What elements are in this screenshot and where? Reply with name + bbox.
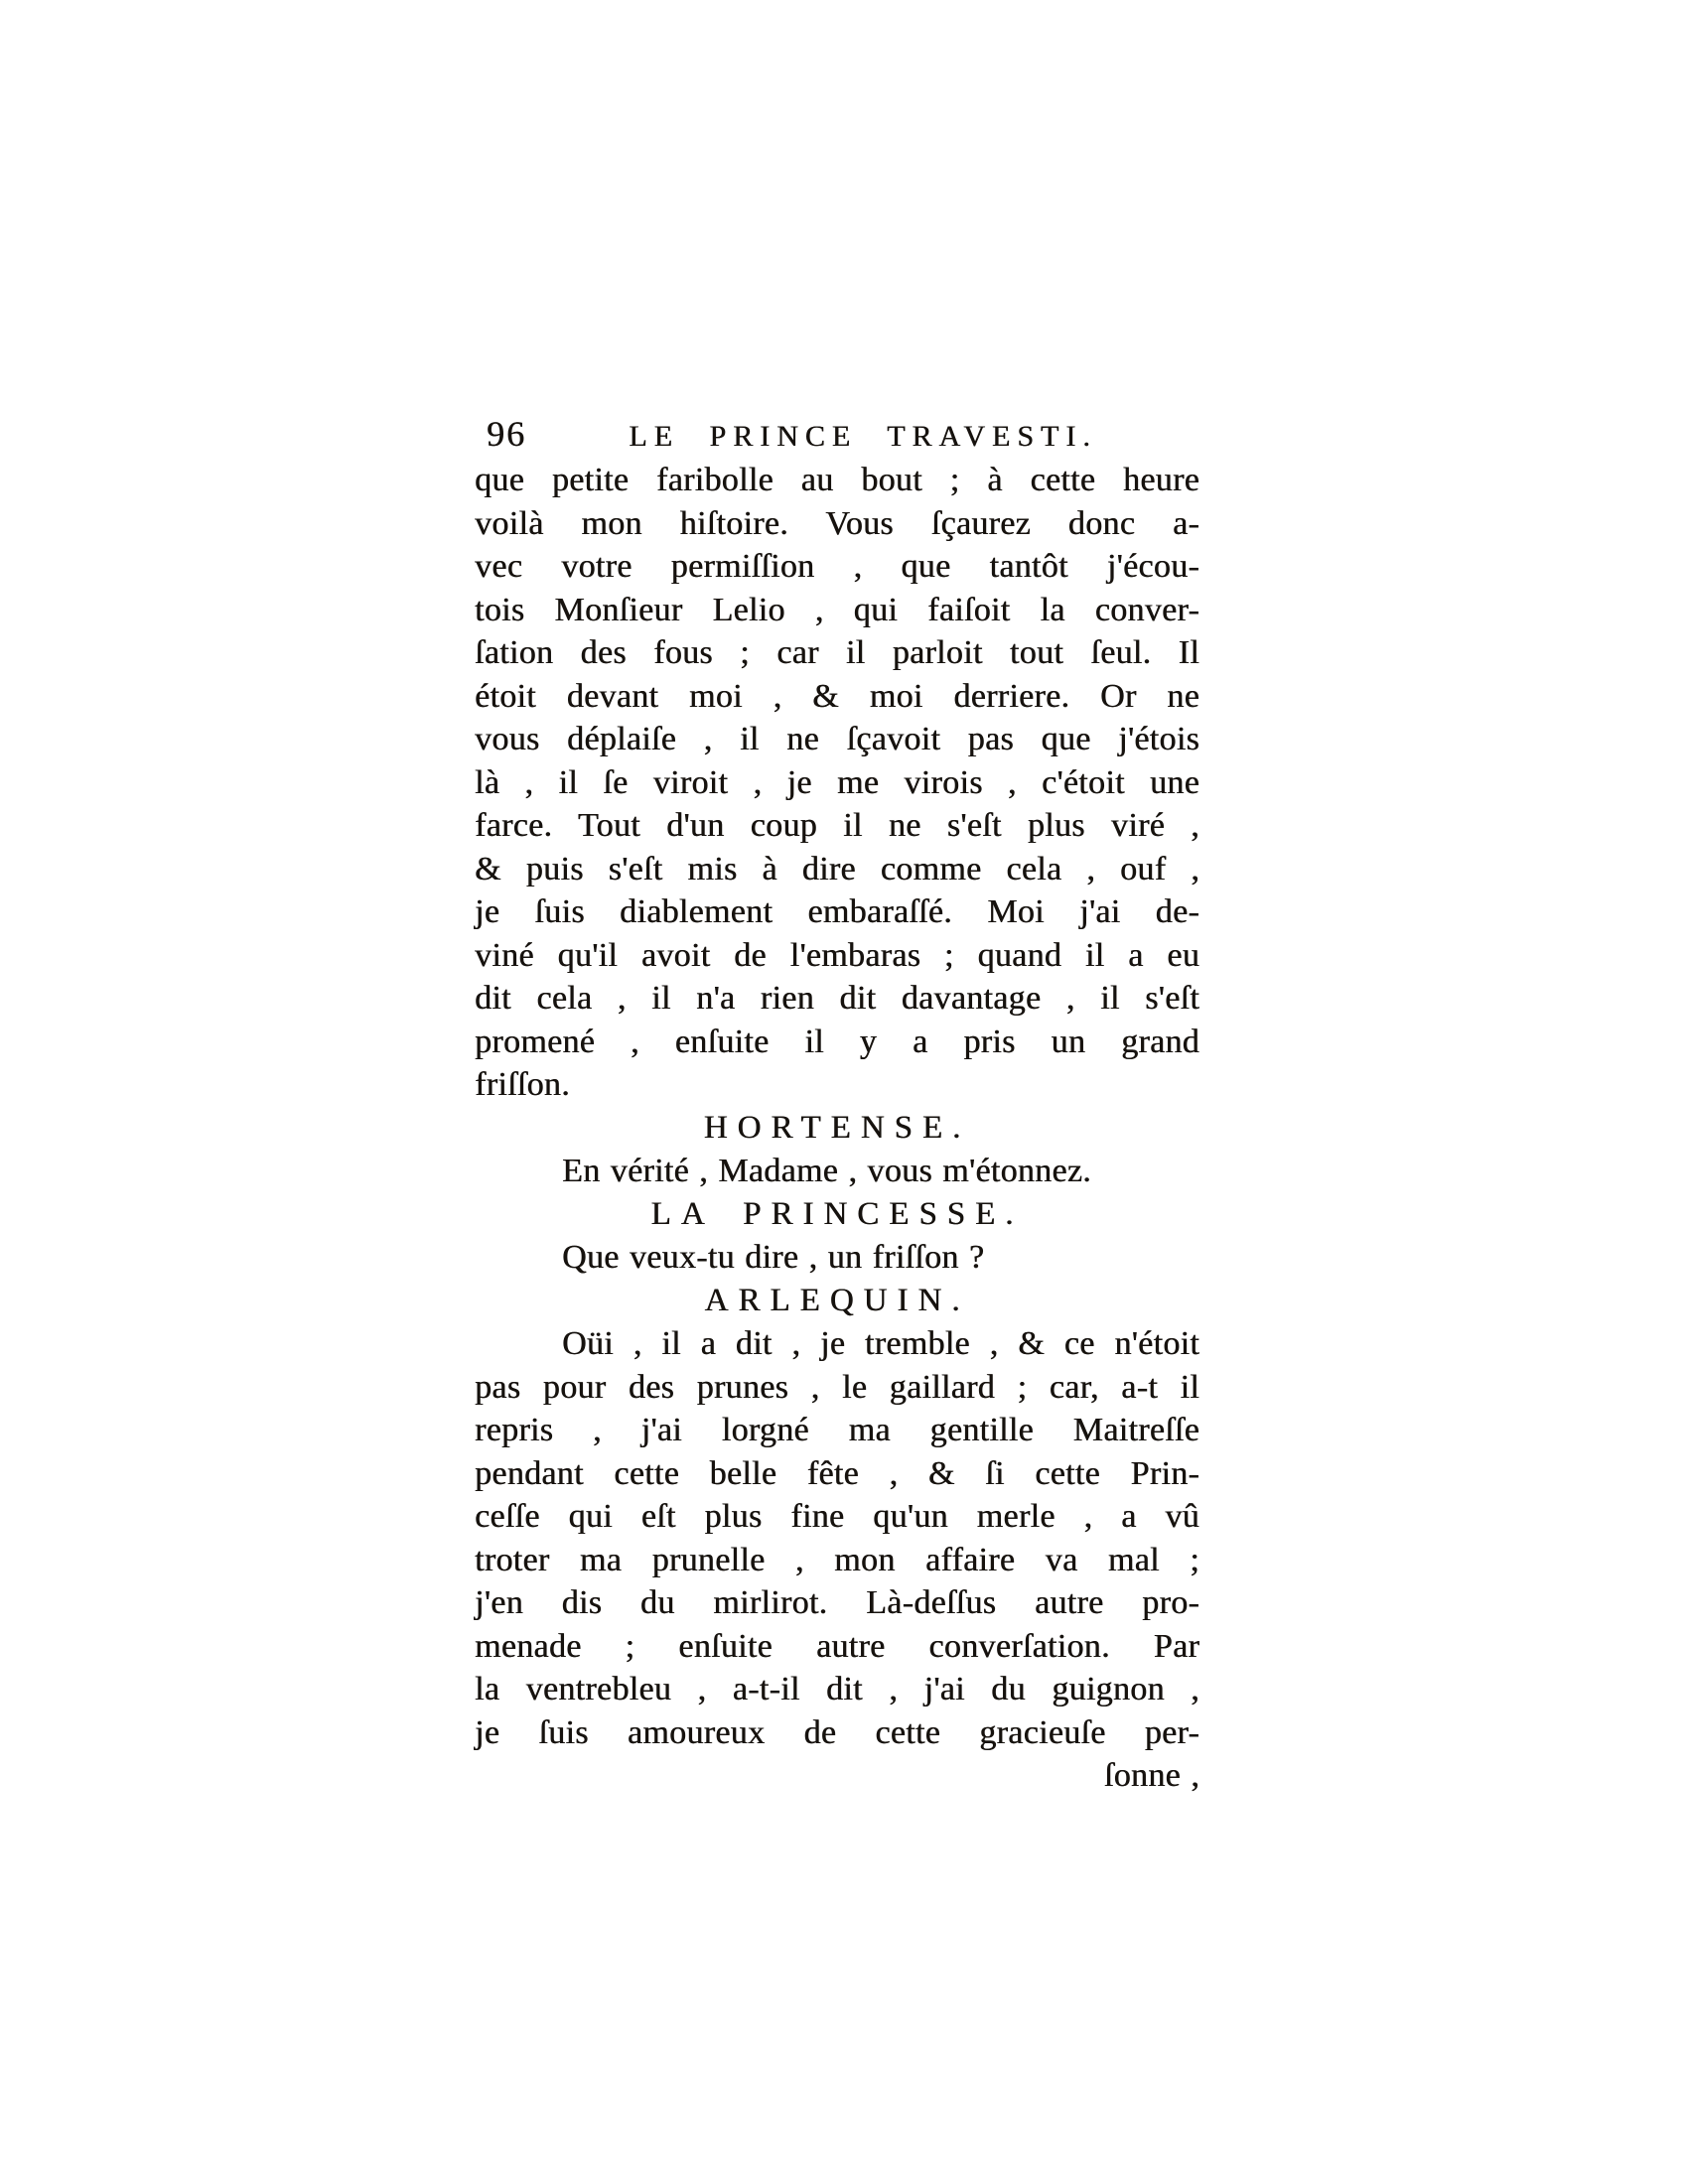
text-line: viné qu'il avoit de l'embaras ; quand il a eu (475, 936, 1199, 974)
text-line: pas pour des prunes , le gaillard ; car, a-t il (475, 1368, 1199, 1406)
text-line: menade ; enſuite autre converſation. Par (475, 1627, 1199, 1665)
speaker-heading-arlequin: ARLEQUIN. (704, 1282, 970, 1318)
book-page (475, 413, 1199, 1798)
text-line: dit cela , il n'a rien dit davantage , il s'eſt (475, 980, 1199, 1017)
text-line: En vérité , Madame , vous m'étonnez. (562, 1153, 1091, 1189)
page-header (475, 413, 1199, 459)
text-line: pendant cette belle fête , & ſi cette Prin- (475, 1454, 1199, 1492)
running-title: LE PRINCE TRAVESTI. (629, 420, 1097, 453)
text-line: & puis s'eſt mis à dire comme cela , ouf , (475, 850, 1199, 887)
text-line: que petite faribolle au bout ; à cette heure (475, 462, 1199, 498)
text-line: j'en dis du mirlirot. Là-deſſus autre pro- (475, 1584, 1199, 1621)
text-line: je ſuis amoureux de cette gracieuſe per- (475, 1713, 1199, 1751)
speaker-heading-princesse: LA PRINCESSE. (650, 1195, 1024, 1232)
text-line: vec votre permiſſion , que tantôt j'écou- (475, 548, 1199, 585)
catchword: ſonne , (1103, 1757, 1199, 1794)
page-number: 96 (487, 414, 526, 454)
text-line: étoit devant moi , & moi derriere. Or ne (475, 677, 1199, 715)
text-line: vous déplaiſe , il ne ſçavoit pas que j'étois (475, 721, 1199, 757)
text-line: friſſon. (475, 1066, 570, 1103)
speaker-heading-hortense: HORTENSE. (703, 1109, 971, 1146)
text-line: tois Monſieur Lelio , qui faiſoit la conver- (475, 591, 1199, 628)
text-line: là , il ſe viroit , je me virois , c'étoit une (475, 763, 1199, 801)
text-line: ſation des fous ; car il parloit tout ſeul. Il (475, 634, 1199, 671)
text-line: promené , enſuite il y a pris un grand (475, 1023, 1199, 1060)
text-line: ceſſe qui eſt plus fine qu'un merle , a vû (475, 1498, 1199, 1535)
text-line: la ventrebleu , a-t-il dit , j'ai du guignon , (475, 1671, 1199, 1707)
text-line: voilà mon hiſtoire. Vous ſçaurez donc a- (475, 504, 1199, 542)
text-line: je ſuis diablement embaraſſé. Moi j'ai de- (475, 893, 1199, 930)
text-line: farce. Tout d'un coup il ne s'eſt plus viré , (475, 807, 1199, 844)
text-line: troter ma prunelle , mon affaire va mal ; (475, 1541, 1199, 1578)
text-line: Que veux-tu dire , un friſſon ? (562, 1239, 985, 1276)
text-line: Oüi , il a dit , je tremble , & ce n'étoit (562, 1325, 1199, 1362)
text-line: repris , j'ai lorgné ma gentille Maitreſſe (475, 1412, 1199, 1448)
